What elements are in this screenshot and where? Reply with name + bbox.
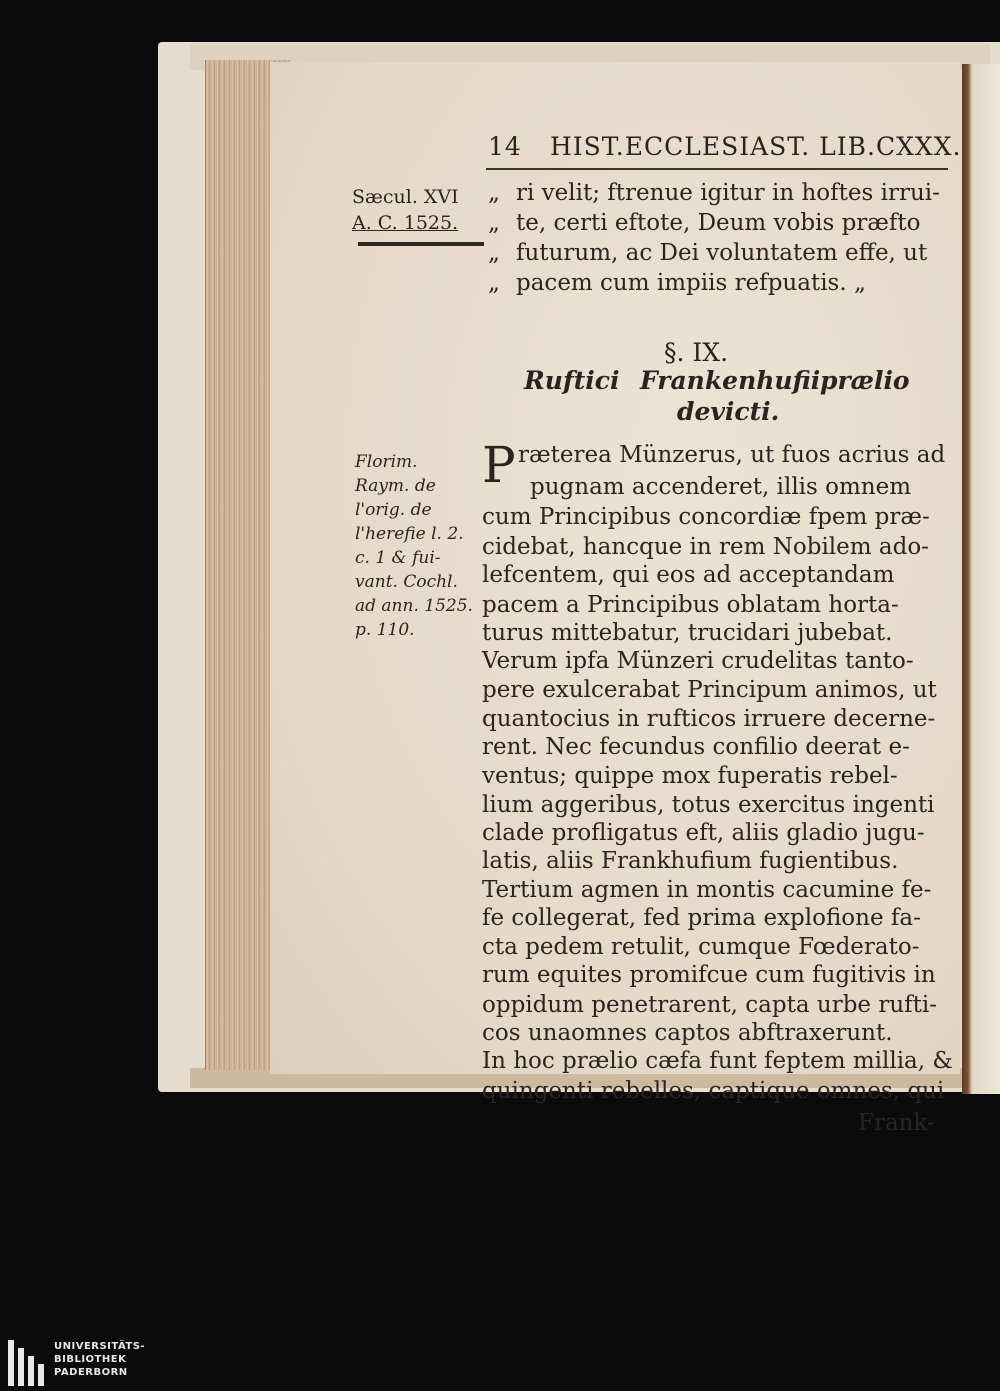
- section-rubric-word: Ruftici: [524, 366, 620, 395]
- body-line: quantocius in rufticos irruere decerne-: [482, 706, 936, 732]
- body-line: lium aggeribus, totus exercitus ingenti: [482, 792, 935, 818]
- margin-ref-line: Raym. de: [355, 476, 436, 496]
- body-line: clade profligatus eft, aliis gladio jugu-: [482, 820, 925, 846]
- quote-mark: „: [488, 240, 500, 266]
- margin-ref-line: Florim.: [355, 452, 418, 472]
- quote-mark: „: [488, 180, 500, 206]
- section-rubric-word: prælio: [820, 366, 910, 395]
- section-rubric-line: devicti.: [677, 397, 780, 426]
- quote-mark: „: [488, 270, 500, 296]
- margin-rule: [358, 242, 484, 246]
- body-line: cos unaomnes captos abftraxerunt.: [482, 1020, 893, 1046]
- body-line: pacem a Principibus oblatam horta-: [482, 592, 899, 618]
- catchword: Frank-: [858, 1110, 935, 1136]
- body-line: cidebat, hancque in rem Nobilem ado-: [482, 534, 929, 560]
- margin-seculum: Sæcul. XVI: [352, 186, 459, 208]
- section-number: §. IX.: [664, 338, 729, 367]
- body-line: rent. Nec fecundus confilio deerat e-: [482, 734, 910, 760]
- margin-ref-line: c. 1 & fui-: [355, 548, 441, 568]
- margin-ref-line: p. 110.: [355, 620, 415, 640]
- body-line: cta pedem retulit, cumque Fœderato-: [482, 934, 920, 960]
- margin-date-note: [352, 184, 459, 236]
- body-line: Verum ipfa Münzeri crudelitas tanto-: [482, 648, 914, 674]
- page-number: 14: [488, 132, 522, 161]
- quote-line: futurum, ac Dei voluntatem effe, ut: [516, 240, 928, 266]
- running-header: [488, 132, 962, 166]
- quote-line: pacem cum impiis refpuatis. „: [516, 270, 866, 296]
- header-rule: [486, 168, 948, 170]
- library-emblem-icon: [8, 1340, 46, 1386]
- body-line: rum equites promifcue cum fugitivis in: [482, 962, 936, 988]
- body-line: fe collegerat, fed prima explofione fa-: [482, 905, 921, 931]
- body-line: Tertium agmen in montis cacumine fe-: [482, 877, 932, 903]
- body-line: pere exulcerabat Principum animos, ut: [482, 677, 937, 703]
- quote-mark: „: [488, 210, 500, 236]
- margin-year: A. C. 1525.: [352, 212, 459, 234]
- margin-ref-line: l'orig. de: [355, 500, 432, 520]
- body-line: lefcentem, qui eos ad acceptandam: [482, 562, 895, 588]
- body-line: pugnam accenderet, illis omnem: [530, 474, 912, 500]
- body-line: cum Principibus concordiæ fpem præ-: [482, 504, 930, 530]
- margin-ref-line: l'herefie l. 2.: [355, 524, 464, 544]
- body-line: quingenti rebelles, captique omnes, qui: [482, 1078, 945, 1104]
- section-rubric-word: Frankenhufii: [640, 366, 821, 395]
- quote-line: te, certi eftote, Deum vobis præfto: [516, 210, 921, 236]
- body-line: ræterea Münzerus, ut fuos acrius ad: [518, 442, 946, 468]
- margin-references: [355, 450, 473, 642]
- body-line: In hoc prælio cæfa funt feptem millia, &: [482, 1048, 953, 1074]
- body-line: turus mittebatur, trucidari jubebat.: [482, 620, 893, 646]
- body-line: latis, aliis Frankhufium fugientibus.: [482, 848, 899, 874]
- margin-ref-line: ad ann. 1525.: [355, 596, 473, 616]
- running-title: HIST.ECCLESIAST. LIB.CXXX.: [550, 132, 962, 161]
- drop-cap: P: [482, 436, 516, 494]
- margin-ref-line: vant. Cochl.: [355, 572, 458, 592]
- library-logo: [8, 1338, 148, 1388]
- body-line: oppidum penetrarent, capta urbe rufti-: [482, 992, 938, 1018]
- quote-line: ri velit; ftrenue igitur in hoftes irrui-: [516, 180, 940, 206]
- library-name: UNIVERSITÄTS- BIBLIOTHEK PADERBORN: [54, 1341, 146, 1378]
- body-line: ventus; quippe mox fuperatis rebel-: [482, 763, 898, 789]
